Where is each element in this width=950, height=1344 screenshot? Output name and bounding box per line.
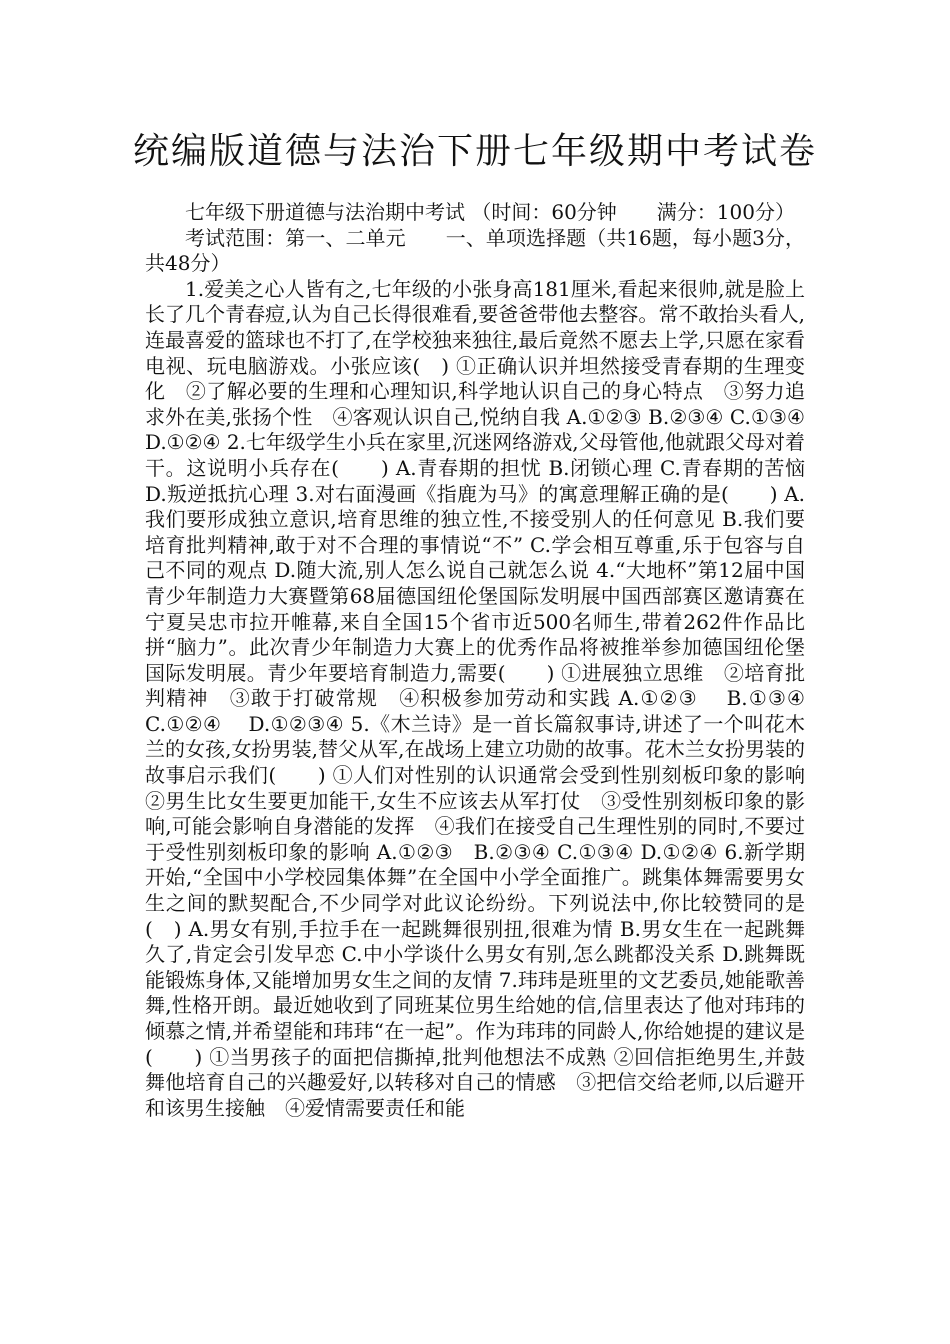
document-title: 统编版道德与法治下册七年级期中考试卷: [132, 131, 817, 172]
exam-scope-paragraph: 考试范围：第一、二单元 一、单项选择题（共16题，每小题3分，共48分）: [145, 225, 805, 276]
exam-header-paragraph: 七年级下册道德与法治期中考试 （时间：60分钟 满分：100分）: [185, 200, 795, 224]
document-body: [145, 200, 845, 1121]
questions-paragraph: 1.爱美之心人皆有之,七年级的小张身高181厘米,看起来很帅,就是脸上长了几个青春痘,认为自己长得很难看,要爸爸带他去整容。常不敢抬头看人,连最喜爱的篮球也不打了,在学校独来独往,最后竟然不愿去上学,只愿在家看电视、玩电脑游戏。小张应该( ) ①正确认识并坦然接受青春期的生理变化 ②了解必要的生理和心理知识,科学地认识自己的身心特点 ③努力追求外在美,张扬个性 ④客观认识自己,悦纳自我 A.①②③ B.②③④ C.①③④ D.①②④ 2.七年级学生小兵在家里,沉迷网络游戏,父母管他,他就跟父母对着干。这说明小兵存在( ) A.青春期的担忧 B.闭锁心理 C.青春期的苦恼 D.叛逆抵抗心理 3.对右面漫画《指鹿为马》的寓意理解正确的是( ) A.我们要形成独立意识,培育思维的独立性,不接受别人的任何意见 B.我们要培育批判精神,敢于对不合理的事情说“不” C.学会相互尊重,乐于包容与自己不同的观点 D.随大流,别人怎么说自己就怎么说 4.“大地杯”第12届中国青少年制造力大赛暨第68届德国纽伦堡国际发明展中国西部赛区邀请赛在宁夏吴忠市拉开帷幕,来自全国15个省市近500名师生,带着262件作品比拼“脑力”。此次青少年制造力大赛上的优秀作品将被推举参加德国纽伦堡国际发明展。青少年要培育制造力,需要( ) ①进展独立思维 ②培育批判精神 ③敢于打破常规 ④积极参加劳动和实践 A.①②③ B.①③④ C.①②④ D.①②③④ 5.《木兰诗》是一首长篇叙事诗,讲述了一个叫花木兰的女孩,女扮男装,替父从军,在战场上建立功勋的故事。花木兰女扮男装的故事启示我们( ) ①人们对性别的认识通常会受到性别刻板印象的影响 ②男生比女生要更加能干,女生不应该去从军打仗 ③受性别刻板印象的影响,可能会影响自身潜能的发挥 ④我们在接受自己生理性别的同时,不要过于受性别刻板印象的影响 A.①②③ B.②③④ C.①③④ D.①②④ 6.新学期开始,“全国中小学校园集体舞”在全国中小学全面推广。跳集体舞需要男女生之间的默契配合,不少同学对此议论纷纷。下列说法中,你比较赞同的是( ) A.男女有别,手拉手在一起跳舞很别扭,很难为情 B.男女生在一起跳舞久了,肯定会引发早恋 C.中小学谈什么男女有别,怎么跳都没关系 D.跳舞既能锻炼身体,又能增加男女生之间的友情 7.玮玮是班里的文艺委员,她能歌善舞,性格开朗。最近她收到了同班某位男生给她的信,信里表达了他对玮玮的倾慕之情,并希望能和玮玮“在一起”。作为玮玮的同龄人,你给她提的建议是( ) ①当男孩子的面把信撕掉,批判他想法不成熟 ②回信拒绝男生,并鼓舞他培育自己的兴趣爱好,以转移对自己的情感 ③把信交给老师,以后避开和该男生接触 ④爱情需要责任和能: [145, 276, 845, 1120]
